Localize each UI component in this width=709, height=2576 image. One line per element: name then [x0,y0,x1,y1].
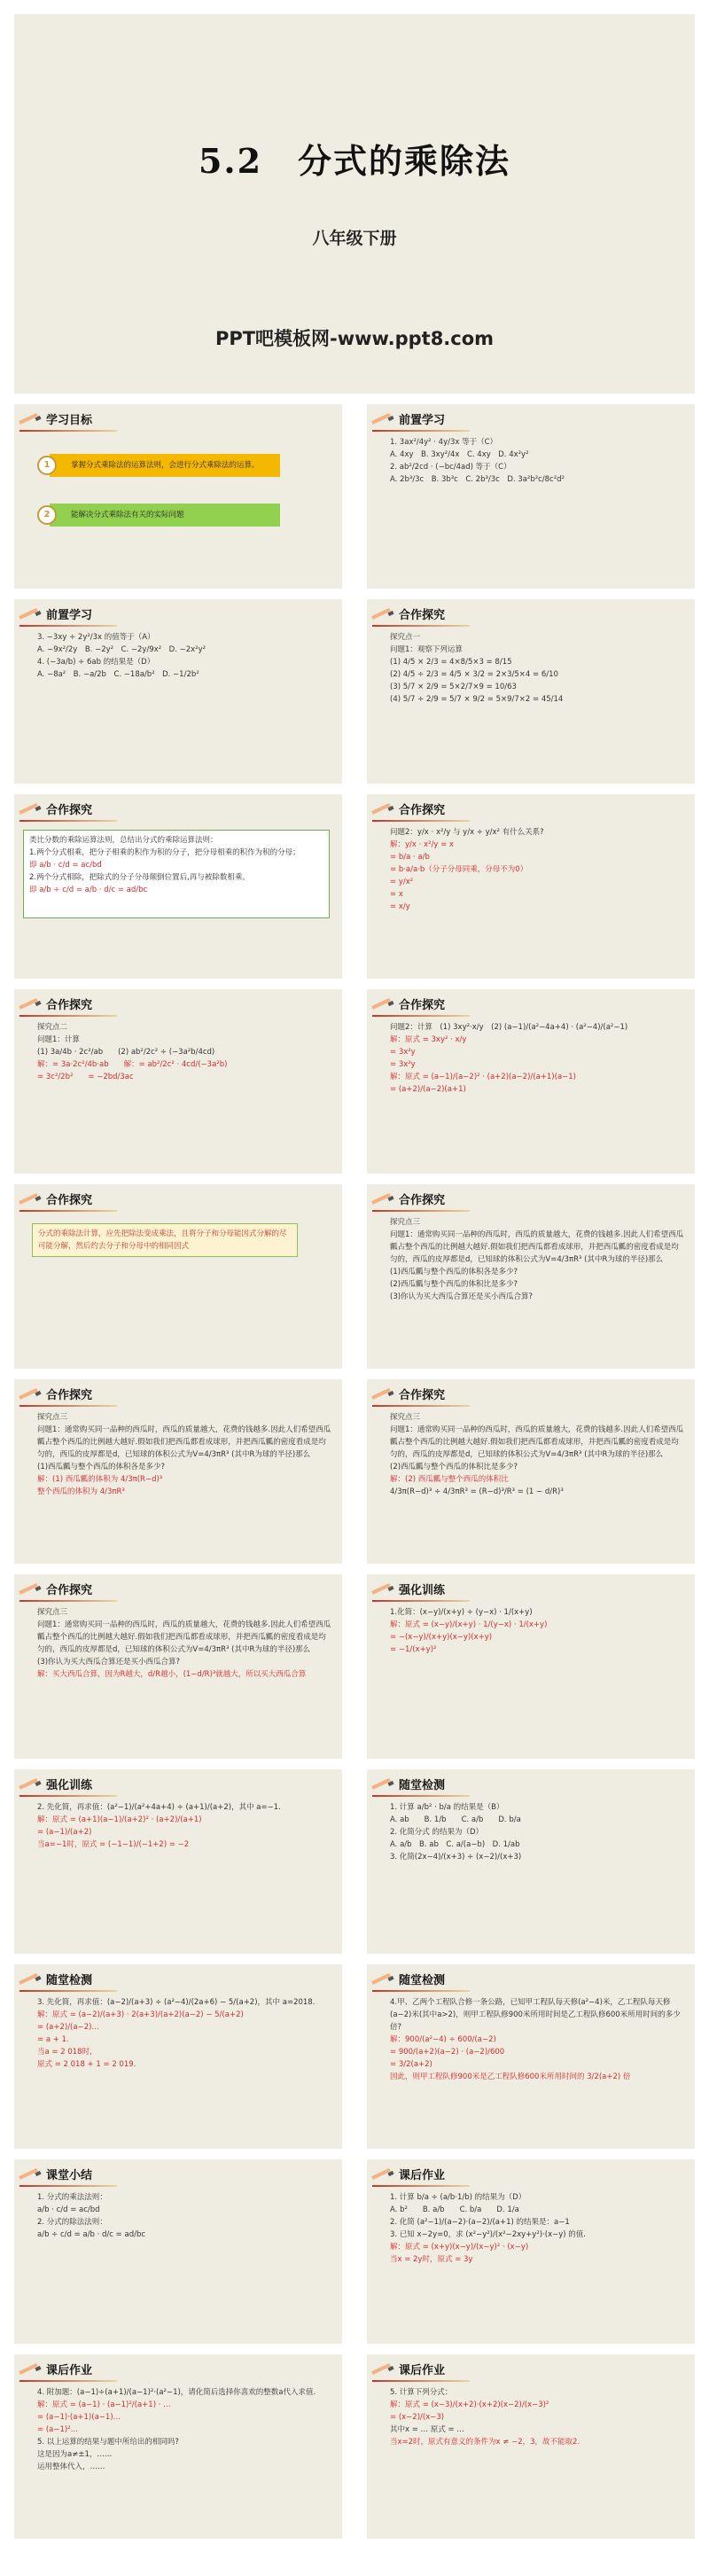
pencil-icon [19,2172,43,2184]
goal-number: 2 [37,505,57,525]
slide-line: = b/a · a/b [390,853,430,862]
title-underline [372,1990,470,1992]
cover-title: 5.2 分式的乘除法 [198,141,511,181]
pencil-icon [372,1392,395,1404]
slide-line: 解：买大西瓜合算，因为R越大，d/R越小，(1−d/R)³就越大，所以买大西瓜合算 [37,1670,307,1679]
slide-header [19,1580,92,1599]
slide-line: = −1/(x+y)² [390,1645,437,1654]
pencil-icon [19,1002,43,1014]
pencil-icon [19,1392,43,1404]
slide-title: 合作探究 [399,804,446,817]
slide-line: 解：(2) 西瓜瓤与整个西瓜的体积比 [390,1475,509,1484]
slide-line: (2) 4/5 ÷ 2/3 = 4/5 × 3/2 = 2×3/5×4 = 6/10 [390,670,558,679]
slide-card [14,404,342,589]
title-underline [19,2380,117,2382]
slide-card [367,1769,695,1954]
slide-line: 解：原式 = (a+1)(a−1)/(a+2)² · (a+2)/(a+1) [37,1815,202,1824]
slide-line: A. b² B. a/b C. b/a D. 1/a [390,2205,519,2214]
slide-body [390,631,686,706]
goal-text: 掌握分式乘除法的运算法则，会进行分式乘除法的运算。 [71,461,260,470]
slide-line: 原式 = 2 018 + 1 = 2 019. [37,2060,136,2069]
slide-header [372,1775,445,1794]
pencil-icon [19,1587,43,1599]
pencil-icon [19,2367,43,2379]
slide-line: (3)你认为买大西瓜合算还是买小西瓜合算? [390,1292,534,1301]
title-underline [19,1795,117,1797]
slide-line: = 900/(a+2)(a−2) · (a−2)/600 [390,2048,505,2057]
slide-line: 问题1：观察下列运算 [390,645,463,654]
slide-line: 3. 化简(2x−4)/(x+3) ÷ (x−2)/(x+3) [390,1853,522,1862]
goal-item [43,503,280,527]
rule-line: 即 a/b ÷ c/d = a/b · d/c = ad/bc [29,886,148,894]
slide-line: = −(x−y)/(x+y)(x−y)(x+y) [390,1633,493,1642]
slide-line: 1. 分式的乘法法则： [37,2193,107,2202]
title-underline [372,1210,470,1212]
slide-header [372,1190,445,1209]
slide-line: = (a+2)/(a−2)(a+1) [390,1085,466,1094]
slide-body [37,1996,333,2071]
slide-line: = (a−1)·(a+1)(a−1)… [37,2413,121,2422]
slide-header [19,2165,92,2184]
slide-title: 合作探究 [399,999,446,1012]
slide-body [37,1021,333,1083]
title-underline [372,1600,470,1602]
slide-body [390,1411,686,1498]
pencil-icon [372,417,395,429]
slide-title: 合作探究 [399,609,446,622]
slide-body [390,2386,686,2448]
cover-slide [14,14,695,394]
slide-line: (1) 4/5 × 2/3 = 4×8/5×3 = 8/15 [390,658,512,667]
pencil-icon [19,1197,43,1209]
slide-line: 解：(1) 西瓜瓤的体积为 4/3π(R−d)³ [37,1475,163,1484]
slide-line: 1. 3ax²/4y² · 4y/3x 等于（C） [390,438,498,447]
pencil-icon [19,417,43,429]
slide-card [367,599,695,784]
slide-title: 随堂检测 [46,1974,93,1987]
slide-title: 合作探究 [46,1584,93,1597]
slide-line: 2. 分式的除法法则： [37,2218,107,2227]
slide-line: (2)西瓜瓤与整个西瓜的体积比是多少? [390,1463,518,1471]
slide-line: 整个西瓜的体积为 4/3πR³ [37,1487,125,1496]
pencil-icon [372,1782,395,1794]
slide-line: (2)西瓜瓤与整个西瓜的体积比是多少? [390,1280,518,1289]
slide-header [19,410,92,429]
slide-line: A. −8a² B. −a/2b C. −18a/b² D. −1/2b² [37,670,199,679]
pencil-icon [19,1977,43,1989]
slide-line: 5. 以上运算的结果与题中所给出的相同吗? [37,2438,179,2447]
slide-title: 课堂小结 [46,2169,93,2182]
title-underline [19,1990,117,1992]
slide-line: 当x = 2y时，原式 = 3y [390,2255,473,2264]
slide-body [37,1411,333,1498]
slide-card [367,1574,695,1759]
title-underline [19,1600,117,1602]
slide-body [390,1801,686,1863]
slide-line: 4. 附加题：(a−1)÷(a+1)/(a−1)²·(a²−1)，请化简后选择你喜欢的整数a代入求值. [37,2388,316,2397]
pencil-icon [372,2367,395,2379]
slide-line: 2. ab²/2cd · (−bc/4ad) 等于（C） [390,463,511,472]
slide-body [37,2191,333,2241]
slide-header [19,1775,92,1794]
slide-title: 合作探究 [46,1194,93,1207]
slide-line: 5. 计算下列分式： [390,2388,453,2397]
slide-line: = b·a/a·b（分子分母同乘，分母不为0） [390,865,528,874]
slide-body [37,631,333,681]
slide-header [372,1580,445,1599]
pencil-icon [372,1002,395,1014]
title-underline [372,625,470,627]
slide-line: 因此，则甲工程队修900米是乙工程队修600米所用时间的 3/2(a+2) 倍 [390,2073,631,2081]
slide-line: 解：原式 = (a−1) · (a−1)²/(a+1) · … [37,2400,171,2409]
slide-line: 探究点一 [390,633,421,642]
rule-line: 即 a/b · c/d = ac/bd [29,861,102,870]
title-underline [19,2185,117,2187]
slide-header [372,995,445,1014]
pencil-icon [372,612,395,624]
slide-card [14,1769,342,1954]
slide-body [390,1996,686,2083]
slide-title: 课后作业 [46,2364,93,2377]
slide-line: (3) 5/7 × 2/9 = 5×2/7×9 = 10/63 [390,683,517,691]
slide-line: 解：y/x · x²/y = x [390,840,454,849]
title-underline [372,2380,470,2382]
title-underline [19,1405,117,1407]
goal-number: 1 [37,456,57,475]
slide-line: a/b ÷ c/d = a/b · d/c = ad/bc [37,2230,146,2239]
slide-title: 合作探究 [46,999,93,1012]
slide-title: 强化训练 [399,1584,446,1597]
slide-header [19,1385,92,1404]
slide-title: 前置学习 [399,414,446,427]
slide-line: 解：原式 = (x−y)/(x+y) · 1/(y−x) · 1/(x+y) [390,1620,548,1629]
slide-title: 合作探究 [399,1389,446,1402]
slide-line: 这是因为a≠±1，…… [37,2450,113,2459]
slide-line: 解：原式 = (x−3)/(x+2)·(x+2)(x−2)/(x−3)² [390,2400,549,2409]
slide-line: 3. 先化简，再求值：(a−2)/(a+3) ÷ (a²−4)/(2a+6) − 5/(a+2)，其中 a=2018. [37,1998,316,2007]
slide-header [19,1190,92,1209]
pencil-icon [372,2172,395,2184]
slide-card [14,599,342,784]
slide-card [367,2159,695,2344]
slide-card [14,2159,342,2344]
slide-line: = (a−1)/(a+2) [37,1828,92,1837]
slide-line: 1. 计算 b/a ÷ (a/b·1/b) 的结果为（D） [390,2193,526,2202]
slide-header [19,995,92,1014]
slide-line: = x/y [390,902,410,911]
slide-line: 解：原式 = (a−1)/(a−2)² · (a+2)(a−2)/(a+1)(a−1) [390,1073,576,1081]
slide-title: 课后作业 [399,2169,446,2182]
slide-title: 合作探究 [46,1389,93,1402]
pencil-icon [19,1782,43,1794]
slide-card [14,2354,342,2539]
cover-site: PPT吧模板网-www.ppt8.com [214,328,495,349]
slide-line: 1. 计算 a/b² · b/a 的结果是（B） [390,1803,504,1812]
slide-header [372,2360,445,2379]
slide-line: 2. 先化简，再求值：(a²−1)/(a²+4a+4) ÷ (a+1)/(a+2)，其中 a=−1. [37,1803,281,1812]
pencil-icon [372,1977,395,1989]
slide-line: 问题2：计算 (1) 3xy²·x/y (2) (a−1)/(a²−4a+4) · (a²−4)/(a²−1) [390,1023,628,1032]
slide-card [14,794,342,979]
slide-line: A. 4xy B. 3xy²/4x C. 4xy D. 4x²y² [390,450,529,459]
title-underline [19,1210,117,1212]
slide-line: = a + 1. [37,2035,69,2044]
pencil-icon [19,807,43,819]
slide-line: 问题1：计算 [37,1035,80,1044]
title-underline [19,430,117,432]
slide-line: (1) 3a/4b · 2c²/ab (2) ab²/2c² ÷ (−3a²b/4cd) [37,1048,215,1057]
slide-line: 解：原式 = (a−2)/(a+3) · 2(a+3)/(a+2)(a−2) − 5/(a+2) [37,2010,244,2019]
slide-line: = y/x² [390,878,414,886]
slide-card [14,1184,342,1369]
slide-line: = (x−2)/(x−3) [390,2413,445,2422]
slide-line: 探究点三 [37,1608,68,1617]
slide-line: (4) 5/7 ÷ 2/9 = 5/7 × 9/2 = 5×9/7×2 = 45/14 [390,695,564,704]
slide-line: 运用整体代入，…… [37,2463,105,2471]
slide-line: 探究点二 [37,1023,68,1032]
slide-card [14,1379,342,1564]
slide-header [19,2360,92,2379]
slide-line: 探究点三 [37,1413,68,1422]
slide-header [372,1970,445,1989]
slide-line: 其中x = … 原式 = … [390,2425,464,2434]
slide-line: = x [390,890,403,899]
slide-line: (1)西瓜瓤与整个西瓜的体积各是多少? [37,1463,166,1471]
rule-box [23,830,330,918]
rule-line: 类比分数的乘除运算法则，总结出分式的乘除运算法则： [29,836,218,845]
slide-line: 探究点三 [390,1218,421,1227]
method-note: 分式的乘除法计算，应先把除法变成乘法，且将分子和分母能因式分解的尽可能分解，然后约去分子和分母中的相同因式 [32,1223,298,1257]
slide-line: 4/3π(R−d)³ ÷ 4/3πR³ = (R−d)³/R³ = (1 − d/R)³ [390,1487,564,1496]
slide-line: 解：原式 = 3xy² · x/y [390,1035,467,1044]
slide-title: 强化训练 [46,1779,93,1792]
slide-body [390,826,686,913]
slide-card [14,1574,342,1759]
slide-body [390,1021,686,1096]
title-underline [372,1405,470,1407]
slide-body [390,1606,686,1656]
slide-title: 学习目标 [46,414,93,427]
slide-line: a/b · c/d = ac/bd [37,2205,100,2214]
title-underline [19,1015,117,1017]
goal-item [43,454,280,477]
slide-line: 探究点三 [390,1413,421,1422]
title-underline [372,2185,470,2187]
goal-text: 能解决分式乘除法有关的实际问题 [71,511,184,519]
slide-card [14,1964,342,2149]
slide-line: = (a−1)²… [37,2425,79,2434]
title-underline [372,1015,470,1017]
slide-card [367,2354,695,2539]
slide-title: 合作探究 [399,1194,446,1207]
slide-header [372,410,445,429]
slide-line: 2. 化简分式 的结果为（D） [390,1828,484,1837]
slide-line: 问题1：通常购买同一品种的西瓜时，西瓜的质量越大，花费的钱越多.因此人们希望西瓜瓤占整个西瓜的比例越大越好.假如我们把西瓜都看成球形，并把西瓜瓤的密度看成是均匀的，西瓜的皮厚都是d，已知球的体积公式为V=4/3πR³ (其中R为球的半径)那么 [390,1425,684,1459]
slide-line: A. a/b B. ab C. a/(a−b) D. 1/ab [390,1840,520,1849]
slide-title: 随堂检测 [399,1974,446,1987]
slide-line: (1)西瓜瓤与整个西瓜的体积各是多少? [390,1268,518,1276]
slide-card [14,989,342,1174]
slide-header [372,2165,445,2184]
slide-line: A. −9x²/2y B. −2y² C. −2y/9x² D. −2x²y² [37,645,206,654]
slide-card [367,794,695,979]
pencil-icon [19,612,43,624]
rule-line: 1.两个分式相乘，把分子相乘的积作为积的分子，把分母相乘的积作为积的分母； [29,848,300,857]
slide-body [390,2191,686,2266]
slide-header [19,800,92,819]
slide-line: 4.甲、乙两个工程队合修一条公路，已知甲工程队每天修(a²−4)米，乙工程队每天修(a−2)米(其中a>2)，则甲工程队修900米所用时间是乙工程队修600米所用时间的多少倍? [390,1998,681,2032]
slide-line: 问题1：通常购买同一品种的西瓜时，西瓜的质量越大，花费的钱越多.因此人们希望西瓜瓤占整个西瓜的比例越大越好.假如我们把西瓜都看成球形，并把西瓜瓤的密度看成是均匀的，西瓜的皮厚都是d，已知球的体积公式为V=4/3πR³ (其中R为球的半径)那么 [390,1230,684,1264]
slide-card [367,1964,695,2149]
slide-line: 当a=−1时，原式 = (−1−1)/(−1+2) = −2 [37,1840,190,1849]
slide-line: = (a+2)/(a−2)… [37,2023,99,2032]
slide-header [372,605,445,624]
rule-line: 2.两个分式相除，把除式的分子分母颠倒位置后,再与被除数相乘。 [29,873,250,882]
cover-subtitle: 八年级下册 [312,229,397,248]
slide-line: 当x=2时，原式有意义的条件为x ≠ −2，3，故不能取2. [390,2438,580,2447]
slide-line: = 3/2(a+2) [390,2060,432,2069]
slide-header [372,1385,445,1404]
title-underline [372,820,470,822]
pencil-icon [372,807,395,819]
slide-line: 1.化简：(x−y)/(x+y) ÷ (y−x) · 1/(x+y) [390,1608,533,1617]
slide-title: 课后作业 [399,2364,446,2377]
slide-line: 解：= 3a·2c²/4b·ab 解：= ab²/2c² · 4cd/(−3a²b) [37,1060,228,1069]
slide-line: = 3c²/2b² = −2bd/3ac [37,1073,134,1081]
slide-line: = 3x²y [390,1048,416,1057]
slide-line: 3. −3xy ÷ 2y²/3x 的值等于（A） [37,633,155,642]
slide-card [367,1379,695,1564]
slide-title: 随堂检测 [399,1779,446,1792]
slide-line: 2. 化简 (a²−1)/(a−2)·(a−2)/(a+1) 的结果是：a−1 [390,2218,570,2227]
slide-card [367,989,695,1174]
slide-title: 合作探究 [46,804,93,817]
slide-title: 前置学习 [46,609,93,622]
slide-body [37,1606,333,1681]
slide-body [37,2386,333,2473]
pencil-icon [372,1197,395,1209]
slide-line: (3)你认为买大西瓜合算还是买小西瓜合算? [37,1658,181,1667]
slide-header [19,605,92,624]
slide-line: 当a = 2 018时, [37,2048,92,2057]
slide-line: A. ab B. 1/b C. a/b D. b/a [390,1815,521,1824]
slide-card [367,1184,695,1369]
title-underline [19,820,117,822]
title-underline [372,430,470,432]
slide-line: 问题2：y/x · x²/y 与 y/x ÷ y/x² 有什么关系? [390,828,544,837]
slide-line: 3. 已知 x−2y=0，求 (x²−y²)/(x²−2xy+y²)·(x−y) 的值. [390,2230,586,2239]
slide-line: 问题1：通常购买同一品种的西瓜时，西瓜的质量越大，花费的钱越多.因此人们希望西瓜瓤占整个西瓜的比例越大越好.假如我们把西瓜都看成球形，并把西瓜瓤的密度看成是均匀的，西瓜的皮厚都是d，已知球的体积公式为V=4/3πR³ (其中R为球的半径)那么 [37,1620,331,1654]
slide-header [19,1970,92,1989]
slide-line: 解：原式 = (x+y)(x−y)/(x−y)² · (x−y) [390,2243,529,2252]
slide-body [390,1216,686,1303]
slide-line: 问题1：通常购买同一品种的西瓜时，西瓜的质量越大，花费的钱越多.因此人们希望西瓜瓤占整个西瓜的比例越大越好.假如我们把西瓜都看成球形，并把西瓜瓤的密度看成是均匀的，西瓜的皮厚都是d，已知球的体积公式为V=4/3πR³ (其中R为球的半径)那么 [37,1425,331,1459]
title-underline [372,1795,470,1797]
slide-line: 4. (−3a/b) ÷ 6ab 的结果是（D） [37,658,155,667]
pencil-icon [372,1587,395,1599]
slide-line: = 3x²y [390,1060,416,1069]
slide-line: A. 2b³/3c B. 3b³c C. 2b³/3c D. 3a²b²c/8c²d² [390,475,565,484]
slide-body [390,436,686,486]
slide-body [37,1801,333,1851]
title-underline [19,625,117,627]
slide-card [367,404,695,589]
slide-header [372,800,445,819]
slide-line: 解：900/(a²−4) ÷ 600/(a−2) [390,2035,496,2044]
